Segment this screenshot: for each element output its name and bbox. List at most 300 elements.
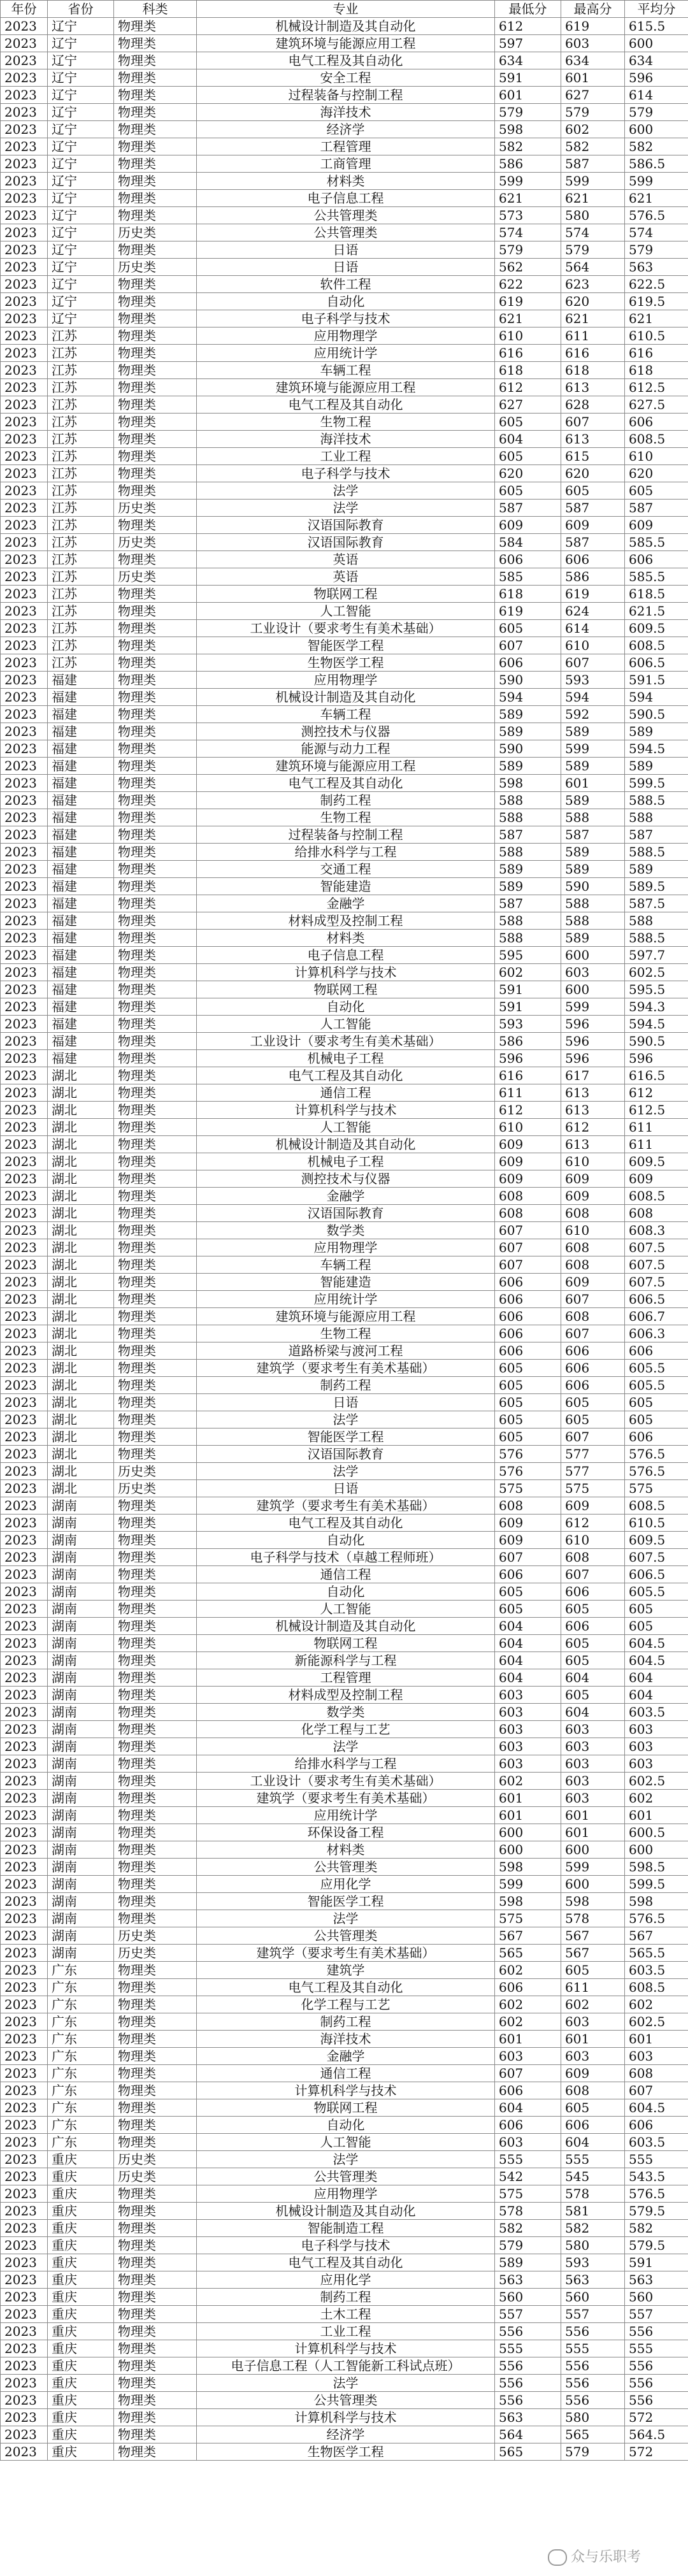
cell-major: 环保设备工程 — [197, 1824, 495, 1841]
cell-min-score: 612 — [495, 379, 561, 396]
cell-province: 江苏 — [48, 517, 114, 534]
cell-subject-type: 物理类 — [114, 2357, 197, 2375]
table-row — [1, 964, 688, 981]
cell-min-score: 604 — [495, 2099, 561, 2117]
cell-avg-score: 587.5 — [625, 895, 688, 912]
cell-avg-score: 588 — [625, 912, 688, 930]
table-row — [1, 155, 688, 173]
cell-max-score: 579 — [561, 104, 625, 121]
cell-avg-score: 601 — [625, 2031, 688, 2048]
cell-avg-score: 615.5 — [625, 18, 688, 35]
cell-year: 2023 — [1, 517, 48, 534]
table-row — [1, 1841, 688, 1859]
cell-avg-score: 607.5 — [625, 1274, 688, 1291]
cell-year: 2023 — [1, 981, 48, 998]
cell-avg-score: 606.3 — [625, 1325, 688, 1342]
cell-subject-type: 物理类 — [114, 998, 197, 1016]
cell-min-score: 603 — [495, 1755, 561, 1773]
cell-min-score: 606 — [495, 1274, 561, 1291]
table-row — [1, 1601, 688, 1618]
cell-subject-type: 物理类 — [114, 173, 197, 190]
cell-subject-type: 物理类 — [114, 1841, 197, 1859]
cell-subject-type: 物理类 — [114, 2031, 197, 2048]
cell-year: 2023 — [1, 293, 48, 310]
cell-year: 2023 — [1, 861, 48, 878]
cell-avg-score: 607 — [625, 2082, 688, 2099]
table-row — [1, 327, 688, 345]
cell-year: 2023 — [1, 87, 48, 104]
cell-province: 辽宁 — [48, 259, 114, 276]
table-row — [1, 551, 688, 568]
cell-min-score: 589 — [495, 723, 561, 740]
cell-year: 2023 — [1, 1893, 48, 1910]
table-row — [1, 1239, 688, 1256]
cell-max-score: 603 — [561, 35, 625, 52]
cell-max-score: 555 — [561, 2340, 625, 2357]
cell-year: 2023 — [1, 2117, 48, 2134]
cell-year: 2023 — [1, 1342, 48, 1360]
cell-subject-type: 物理类 — [114, 706, 197, 723]
cell-subject-type: 物理类 — [114, 310, 197, 327]
cell-min-score: 602 — [495, 2013, 561, 2031]
cell-min-score: 620 — [495, 465, 561, 482]
cell-year: 2023 — [1, 1962, 48, 1979]
cell-min-score: 606 — [495, 1342, 561, 1360]
cell-subject-type: 物理类 — [114, 1377, 197, 1394]
cell-subject-type: 物理类 — [114, 2306, 197, 2323]
cell-min-score: 610 — [495, 327, 561, 345]
table-row — [1, 2013, 688, 2031]
cell-province: 福建 — [48, 861, 114, 878]
cell-province: 江苏 — [48, 396, 114, 414]
cell-province: 辽宁 — [48, 35, 114, 52]
cell-year: 2023 — [1, 482, 48, 500]
cell-min-score: 600 — [495, 1824, 561, 1841]
cell-year: 2023 — [1, 706, 48, 723]
cell-avg-score: 576.5 — [625, 2185, 688, 2203]
cell-min-score: 591 — [495, 998, 561, 1016]
cell-max-score: 610 — [561, 1222, 625, 1239]
cell-major: 海洋技术 — [197, 2031, 495, 2048]
cell-province: 福建 — [48, 1033, 114, 1050]
cell-avg-score: 598.5 — [625, 1859, 688, 1876]
cell-max-score: 579 — [561, 241, 625, 259]
cell-min-score: 604 — [495, 431, 561, 448]
cell-year: 2023 — [1, 1721, 48, 1738]
cell-subject-type: 物理类 — [114, 327, 197, 345]
cell-avg-score: 608 — [625, 1205, 688, 1222]
cell-max-score: 614 — [561, 620, 625, 637]
cell-subject-type: 历史类 — [114, 1480, 197, 1497]
table-row — [1, 2048, 688, 2065]
table-row — [1, 1377, 688, 1394]
table-row — [1, 1256, 688, 1274]
cell-avg-score: 607.5 — [625, 1549, 688, 1566]
cell-major: 机械设计制造及其自动化 — [197, 689, 495, 706]
cell-avg-score: 594 — [625, 689, 688, 706]
cell-max-score: 613 — [561, 431, 625, 448]
cell-province: 湖北 — [48, 1256, 114, 1274]
cell-subject-type: 物理类 — [114, 1153, 197, 1170]
cell-major: 电气工程及其自动化 — [197, 1067, 495, 1084]
cell-subject-type: 物理类 — [114, 2289, 197, 2306]
cell-province: 湖南 — [48, 1807, 114, 1824]
table-row — [1, 758, 688, 775]
cell-min-score: 586 — [495, 155, 561, 173]
cell-subject-type: 物理类 — [114, 637, 197, 654]
cell-min-score: 579 — [495, 2237, 561, 2254]
cell-year: 2023 — [1, 69, 48, 87]
cell-province: 湖南 — [48, 1945, 114, 1962]
table-row — [1, 844, 688, 861]
cell-min-score: 602 — [495, 964, 561, 981]
cell-province: 江苏 — [48, 465, 114, 482]
cell-year: 2023 — [1, 740, 48, 758]
cell-subject-type: 物理类 — [114, 2117, 197, 2134]
cell-year: 2023 — [1, 52, 48, 69]
table-row — [1, 620, 688, 637]
cell-avg-score: 612.5 — [625, 1102, 688, 1119]
cell-min-score: 605 — [495, 620, 561, 637]
cell-max-score: 593 — [561, 672, 625, 689]
cell-max-score: 615 — [561, 448, 625, 465]
cell-subject-type: 物理类 — [114, 1084, 197, 1102]
cell-subject-type: 物理类 — [114, 1893, 197, 1910]
cell-province: 重庆 — [48, 2357, 114, 2375]
cell-major: 材料类 — [197, 173, 495, 190]
cell-year: 2023 — [1, 1067, 48, 1084]
table-row — [1, 1635, 688, 1652]
table-row — [1, 35, 688, 52]
cell-year: 2023 — [1, 379, 48, 396]
cell-major: 建筑学（要求考生有美术基础） — [197, 1945, 495, 1962]
cell-avg-score: 609 — [625, 517, 688, 534]
cell-min-score: 596 — [495, 1050, 561, 1067]
cell-min-score: 606 — [495, 1308, 561, 1325]
watermark — [548, 2546, 641, 2566]
cell-major: 建筑学（要求考生有美术基础） — [197, 1497, 495, 1515]
cell-year: 2023 — [1, 792, 48, 809]
cell-major: 电气工程及其自动化 — [197, 396, 495, 414]
cell-avg-score: 605.5 — [625, 1377, 688, 1394]
cell-year: 2023 — [1, 809, 48, 826]
cell-year: 2023 — [1, 1618, 48, 1635]
table-row — [1, 775, 688, 792]
cell-major: 应用化学 — [197, 1876, 495, 1893]
cell-major: 公共管理类 — [197, 2392, 495, 2409]
cell-max-score: 616 — [561, 345, 625, 362]
table-row — [1, 2289, 688, 2306]
cell-min-score: 575 — [495, 2185, 561, 2203]
cell-province: 广东 — [48, 2013, 114, 2031]
table-row — [1, 895, 688, 912]
cell-avg-score: 606.7 — [625, 1308, 688, 1325]
cell-major: 车辆工程 — [197, 362, 495, 379]
cell-subject-type: 历史类 — [114, 2168, 197, 2185]
cell-subject-type: 物理类 — [114, 52, 197, 69]
cell-min-score: 590 — [495, 740, 561, 758]
cell-year: 2023 — [1, 895, 48, 912]
cell-year: 2023 — [1, 259, 48, 276]
cell-min-score: 556 — [495, 2357, 561, 2375]
cell-year: 2023 — [1, 1170, 48, 1188]
cell-min-score: 603 — [495, 1687, 561, 1704]
cell-avg-score: 608.3 — [625, 1222, 688, 1239]
cell-province: 重庆 — [48, 2443, 114, 2461]
cell-subject-type: 物理类 — [114, 2237, 197, 2254]
cell-max-score: 556 — [561, 2323, 625, 2340]
cell-min-score: 604 — [495, 1652, 561, 1669]
cell-province: 广东 — [48, 2048, 114, 2065]
cell-year: 2023 — [1, 173, 48, 190]
cell-min-score: 607 — [495, 1256, 561, 1274]
cell-max-score: 560 — [561, 2289, 625, 2306]
cell-province: 重庆 — [48, 2375, 114, 2392]
cell-major: 人工智能 — [197, 1016, 495, 1033]
cell-year: 2023 — [1, 1205, 48, 1222]
cell-year: 2023 — [1, 2031, 48, 2048]
cell-avg-score: 619.5 — [625, 293, 688, 310]
cell-min-score: 585 — [495, 568, 561, 586]
table-row — [1, 1618, 688, 1635]
cell-year: 2023 — [1, 2065, 48, 2082]
cell-min-score: 579 — [495, 104, 561, 121]
cell-major: 建筑学（要求考生有美术基础） — [197, 1360, 495, 1377]
cell-province: 江苏 — [48, 482, 114, 500]
cell-max-score: 587 — [561, 155, 625, 173]
cell-avg-score: 596 — [625, 1050, 688, 1067]
cell-min-score: 595 — [495, 947, 561, 964]
cell-subject-type: 物理类 — [114, 2340, 197, 2357]
cell-min-score: 634 — [495, 52, 561, 69]
cell-year: 2023 — [1, 1136, 48, 1153]
table-row — [1, 69, 688, 87]
table-row — [1, 2134, 688, 2151]
table-row — [1, 1532, 688, 1549]
cell-subject-type: 物理类 — [114, 2323, 197, 2340]
table-row — [1, 2271, 688, 2289]
table-row — [1, 654, 688, 672]
cell-min-score: 605 — [495, 1360, 561, 1377]
cell-year: 2023 — [1, 1652, 48, 1669]
cell-avg-score: 621 — [625, 310, 688, 327]
cell-year: 2023 — [1, 1291, 48, 1308]
cell-max-score: 606 — [561, 1360, 625, 1377]
cell-max-score: 610 — [561, 1532, 625, 1549]
cell-major: 海洋技术 — [197, 431, 495, 448]
cell-min-score: 606 — [495, 551, 561, 568]
cell-province: 江苏 — [48, 500, 114, 517]
cell-major: 电子科学与技术 — [197, 2237, 495, 2254]
cell-province: 江苏 — [48, 620, 114, 637]
cell-max-score: 579 — [561, 2443, 625, 2461]
cell-province: 福建 — [48, 723, 114, 740]
cell-major: 日语 — [197, 1394, 495, 1411]
cell-avg-score: 579.5 — [625, 2237, 688, 2254]
table-row — [1, 1669, 688, 1687]
cell-avg-score: 600 — [625, 121, 688, 138]
cell-min-score: 608 — [495, 1188, 561, 1205]
cell-avg-score: 608.5 — [625, 431, 688, 448]
cell-min-score: 609 — [495, 517, 561, 534]
cell-max-score: 607 — [561, 414, 625, 431]
cell-subject-type: 物理类 — [114, 1773, 197, 1790]
cell-max-score: 589 — [561, 844, 625, 861]
cell-major: 人工智能 — [197, 1601, 495, 1618]
cell-max-score: 605 — [561, 1962, 625, 1979]
cell-subject-type: 历史类 — [114, 2151, 197, 2168]
cell-province: 湖北 — [48, 1463, 114, 1480]
table-row — [1, 878, 688, 895]
cell-major: 英语 — [197, 551, 495, 568]
cell-province: 重庆 — [48, 2426, 114, 2443]
cell-province: 湖南 — [48, 1876, 114, 1893]
cell-max-score: 596 — [561, 1050, 625, 1067]
cell-min-score: 603 — [495, 1721, 561, 1738]
cell-province: 湖北 — [48, 1170, 114, 1188]
cell-year: 2023 — [1, 723, 48, 740]
cell-subject-type: 物理类 — [114, 1274, 197, 1291]
table-row — [1, 586, 688, 603]
cell-province: 辽宁 — [48, 190, 114, 207]
cell-min-score: 612 — [495, 1102, 561, 1119]
cell-max-score: 605 — [561, 2099, 625, 2117]
cell-max-score: 609 — [561, 2065, 625, 2082]
cell-min-score: 606 — [495, 1291, 561, 1308]
cell-avg-score: 574 — [625, 224, 688, 241]
cell-max-score: 607 — [561, 1291, 625, 1308]
cell-province: 江苏 — [48, 345, 114, 362]
cell-subject-type: 历史类 — [114, 1945, 197, 1962]
cell-subject-type: 物理类 — [114, 2392, 197, 2409]
cell-year: 2023 — [1, 1807, 48, 1824]
cell-avg-score: 591.5 — [625, 672, 688, 689]
cell-max-score: 601 — [561, 69, 625, 87]
cell-min-score: 610 — [495, 1119, 561, 1136]
cell-min-score: 587 — [495, 895, 561, 912]
cell-major: 物联网工程 — [197, 981, 495, 998]
cell-max-score: 588 — [561, 895, 625, 912]
cell-min-score: 588 — [495, 912, 561, 930]
cell-avg-score: 586.5 — [625, 155, 688, 173]
cell-major: 公共管理类 — [197, 1927, 495, 1945]
cell-year: 2023 — [1, 190, 48, 207]
cell-province: 湖南 — [48, 1532, 114, 1549]
cell-year: 2023 — [1, 2220, 48, 2237]
cell-year: 2023 — [1, 2254, 48, 2271]
cell-avg-score: 602.5 — [625, 1773, 688, 1790]
cell-avg-score: 610 — [625, 448, 688, 465]
cell-min-score: 604 — [495, 1669, 561, 1687]
cell-major: 制药工程 — [197, 2289, 495, 2306]
cell-max-score: 575 — [561, 1480, 625, 1497]
cell-avg-score: 608 — [625, 2065, 688, 2082]
cell-avg-score: 555 — [625, 2151, 688, 2168]
table-row — [1, 431, 688, 448]
cell-major: 生物医学工程 — [197, 654, 495, 672]
cell-avg-score: 585.5 — [625, 534, 688, 551]
table-row — [1, 1497, 688, 1515]
cell-year: 2023 — [1, 1102, 48, 1119]
cell-year: 2023 — [1, 121, 48, 138]
cell-major: 应用物理学 — [197, 2185, 495, 2203]
cell-avg-score: 601 — [625, 1807, 688, 1824]
cell-max-score: 606 — [561, 2117, 625, 2134]
cell-major: 工程管理 — [197, 1669, 495, 1687]
cell-avg-score: 634 — [625, 52, 688, 69]
table-row — [1, 2082, 688, 2099]
cell-subject-type: 物理类 — [114, 586, 197, 603]
cell-year: 2023 — [1, 1910, 48, 1927]
cell-subject-type: 物理类 — [114, 1446, 197, 1463]
cell-year: 2023 — [1, 689, 48, 706]
cell-avg-score: 599.5 — [625, 775, 688, 792]
cell-min-score: 601 — [495, 87, 561, 104]
cell-subject-type: 物理类 — [114, 1532, 197, 1549]
table-row — [1, 1291, 688, 1308]
cell-min-score: 588 — [495, 844, 561, 861]
cell-max-score: 603 — [561, 1738, 625, 1755]
cell-avg-score: 563 — [625, 259, 688, 276]
cell-major: 物联网工程 — [197, 586, 495, 603]
table-row — [1, 379, 688, 396]
cell-major: 建筑学（要求考生有美术基础） — [197, 1790, 495, 1807]
cell-avg-score: 603.5 — [625, 2134, 688, 2151]
table-row — [1, 190, 688, 207]
cell-subject-type: 物理类 — [114, 878, 197, 895]
cell-year: 2023 — [1, 1859, 48, 1876]
cell-max-score: 567 — [561, 1945, 625, 1962]
table-row — [1, 1549, 688, 1566]
cell-max-score: 605 — [561, 1411, 625, 1428]
cell-major: 新能源科学与工程 — [197, 1652, 495, 1669]
cell-max-score: 605 — [561, 1601, 625, 1618]
cell-subject-type: 物理类 — [114, 1050, 197, 1067]
cell-year: 2023 — [1, 1704, 48, 1721]
table-row — [1, 1687, 688, 1704]
cell-avg-score: 579.5 — [625, 2203, 688, 2220]
cell-max-score: 580 — [561, 2409, 625, 2426]
cell-province: 江苏 — [48, 654, 114, 672]
cell-subject-type: 物理类 — [114, 2048, 197, 2065]
table-row — [1, 1084, 688, 1102]
cell-province: 湖南 — [48, 1669, 114, 1687]
cell-avg-score: 563 — [625, 2271, 688, 2289]
cell-avg-score: 603 — [625, 1721, 688, 1738]
table-row — [1, 1515, 688, 1532]
cell-avg-score: 591 — [625, 2254, 688, 2271]
cell-province: 湖北 — [48, 1136, 114, 1153]
cell-max-score: 604 — [561, 1704, 625, 1721]
cell-year: 2023 — [1, 672, 48, 689]
cell-province: 江苏 — [48, 568, 114, 586]
cell-max-score: 574 — [561, 224, 625, 241]
table-row — [1, 2426, 688, 2443]
cell-province: 江苏 — [48, 379, 114, 396]
cell-avg-score: 572 — [625, 2409, 688, 2426]
cell-province: 辽宁 — [48, 241, 114, 259]
cell-year: 2023 — [1, 500, 48, 517]
cell-min-score: 609 — [495, 1136, 561, 1153]
cell-year: 2023 — [1, 1773, 48, 1790]
cell-subject-type: 物理类 — [114, 104, 197, 121]
cell-province: 湖北 — [48, 1308, 114, 1325]
cell-year: 2023 — [1, 2306, 48, 2323]
cell-avg-score: 604.5 — [625, 1635, 688, 1652]
cell-avg-score: 602 — [625, 1996, 688, 2013]
cell-province: 湖北 — [48, 1205, 114, 1222]
cell-min-score: 576 — [495, 1446, 561, 1463]
